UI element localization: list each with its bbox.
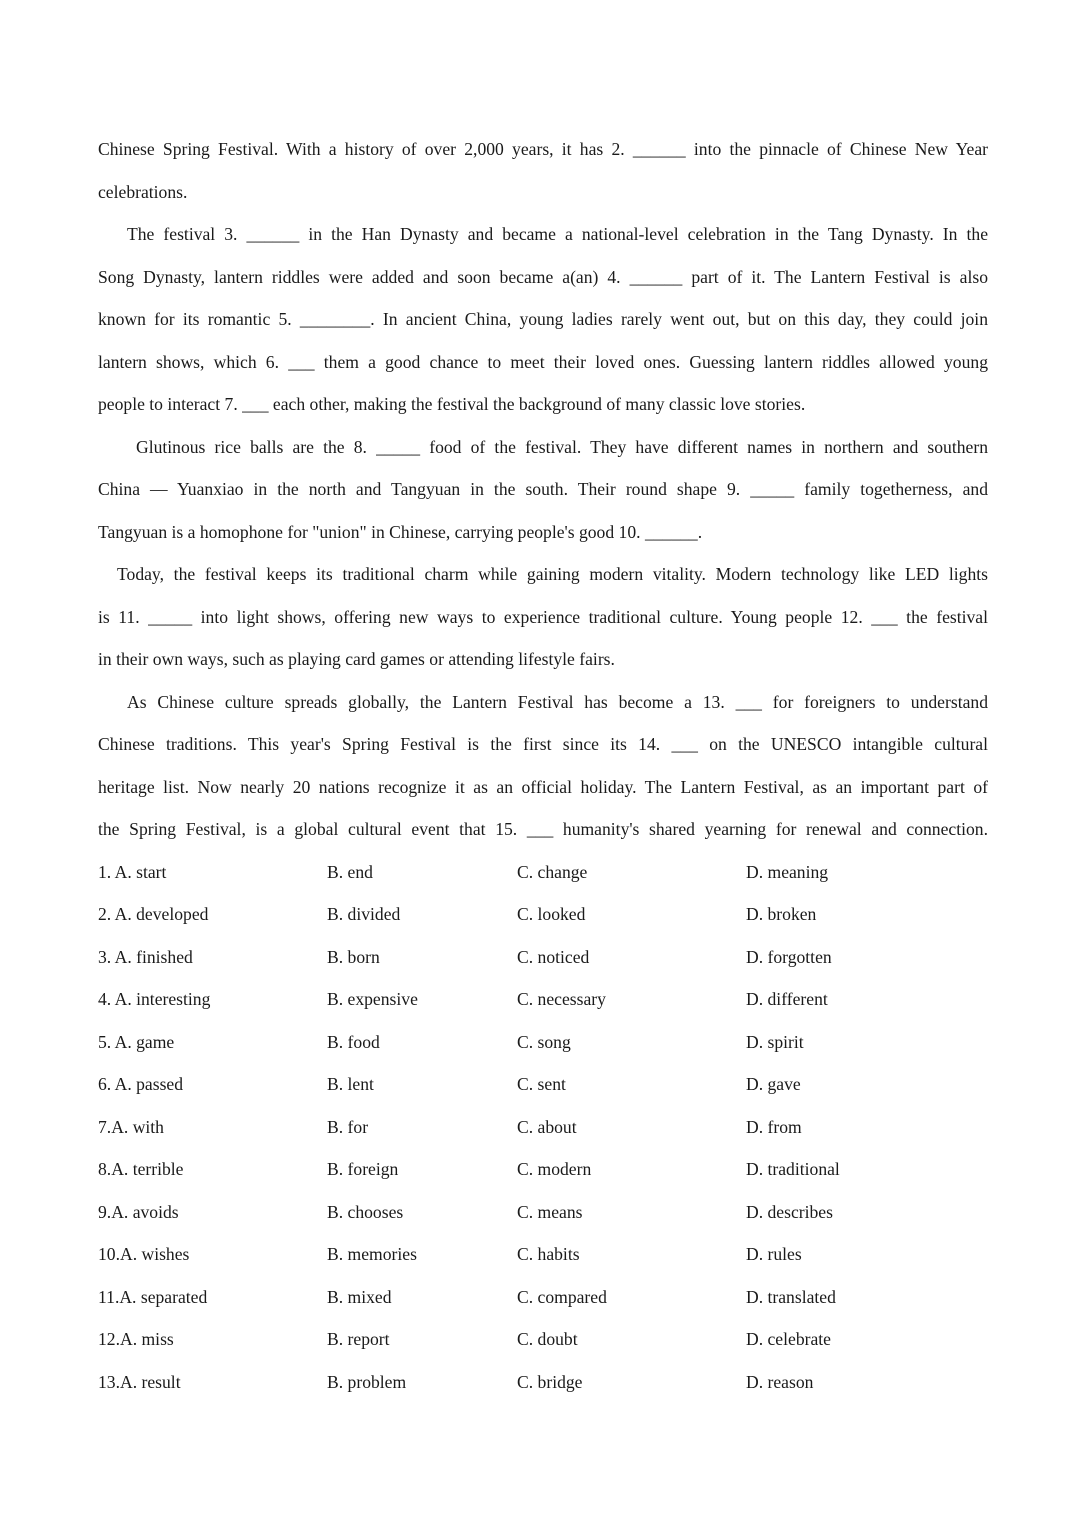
passage-line: As Chinese culture spreads globally, the Lantern Festival has become a 13. ___ for foreigners to understand bbox=[127, 691, 988, 712]
option-d: D. translated bbox=[746, 1286, 836, 1307]
option-b: B. divided bbox=[327, 904, 401, 924]
option-row bbox=[98, 1021, 988, 1064]
passage-line: The festival 3. ______ in the Han Dynasty and became a national-level celebration in the Tang Dynasty. In the bbox=[127, 224, 988, 244]
option-c: C. change bbox=[517, 861, 588, 882]
option-c: C. doubt bbox=[517, 1329, 578, 1349]
option-b: B. memories bbox=[327, 1244, 417, 1264]
passage-line: heritage list. Now nearly 20 nations recognize it as an official holiday. The Lantern Festival, as an important part of bbox=[98, 776, 988, 797]
option-d: D. meaning bbox=[746, 861, 829, 882]
document-page bbox=[98, 128, 988, 1403]
option-c: C. bridge bbox=[517, 1371, 583, 1392]
option-row bbox=[98, 936, 988, 979]
option-d: D. reason bbox=[746, 1371, 814, 1392]
option-c: C. looked bbox=[517, 904, 586, 924]
option-d: D. different bbox=[746, 989, 828, 1009]
option-d: D. spirit bbox=[746, 1031, 804, 1052]
option-row bbox=[98, 1148, 988, 1191]
option-a: 7.A. with bbox=[98, 1116, 164, 1137]
option-d: D. broken bbox=[746, 904, 817, 924]
passage-line: the Spring Festival, is a global cultural event that 15. ___ humanity's shared yearning for renewal and connection. bbox=[98, 819, 988, 839]
passage-line: Tangyuan is a homophone for "union" in Chinese, carrying people's good 10. ______. bbox=[98, 521, 703, 542]
passage-line: people to interact 7. ___ each other, making the festival the background of many classic love stories. bbox=[98, 394, 806, 414]
option-b: B. born bbox=[327, 946, 380, 967]
passage-line: celebrations. bbox=[98, 181, 188, 202]
option-a: 2. A. developed bbox=[98, 904, 209, 924]
option-b: B. problem bbox=[327, 1371, 407, 1392]
option-row bbox=[98, 851, 988, 894]
option-row bbox=[98, 1361, 988, 1404]
option-c: C. compared bbox=[517, 1286, 607, 1307]
option-row bbox=[98, 1276, 988, 1319]
option-b: B. lent bbox=[327, 1074, 374, 1094]
option-a: 1. A. start bbox=[98, 861, 167, 882]
option-a: 4. A. interesting bbox=[98, 989, 211, 1009]
option-row bbox=[98, 978, 988, 1021]
option-a: 10.A. wishes bbox=[98, 1244, 190, 1264]
option-row bbox=[98, 1233, 988, 1276]
option-row bbox=[98, 1106, 988, 1149]
option-b: B. expensive bbox=[327, 989, 418, 1009]
option-c: C. about bbox=[517, 1116, 577, 1137]
passage-line: is 11. _____ into light shows, offering new ways to experience traditional culture. Young people 12. ___ the festival bbox=[98, 606, 988, 627]
option-a: 6. A. passed bbox=[98, 1074, 184, 1094]
passage-line: in their own ways, such as playing card games or attending lifestyle fairs. bbox=[98, 649, 615, 669]
option-c: C. necessary bbox=[517, 989, 606, 1009]
option-b: B. food bbox=[327, 1031, 380, 1052]
passage-line: lantern shows, which 6. ___ them a good chance to meet their loved ones. Guessing lantern riddles allowed young bbox=[98, 351, 988, 372]
option-d: D. traditional bbox=[746, 1159, 840, 1179]
option-c: C. noticed bbox=[517, 946, 590, 967]
option-a: 3. A. finished bbox=[98, 946, 193, 967]
passage-line: Glutinous rice balls are the 8. _____ food of the festival. They have different names in northern and southern bbox=[136, 436, 988, 457]
passage-line: China — Yuanxiao in the north and Tangyuan in the south. Their round shape 9. _____ family togetherness, and bbox=[98, 479, 988, 499]
option-a: 12.A. miss bbox=[98, 1329, 174, 1349]
option-b: B. mixed bbox=[327, 1286, 392, 1307]
option-a: 13.A. result bbox=[98, 1371, 181, 1392]
passage-line: Chinese Spring Festival. With a history of over 2,000 years, it has 2. ______ into the pinnacle of Chinese New Year bbox=[98, 139, 988, 159]
passage-line: Today, the festival keeps its traditional charm while gaining modern vitality. Modern technology like LED lights bbox=[117, 564, 988, 584]
option-b: B. chooses bbox=[327, 1201, 404, 1222]
passage bbox=[98, 128, 988, 851]
passage-line: Song Dynasty, lantern riddles were added and soon became a(an) 4. ______ part of it. The Lantern Festival is also bbox=[98, 266, 988, 287]
option-d: D. rules bbox=[746, 1244, 802, 1264]
option-c: C. song bbox=[517, 1031, 571, 1052]
option-a: 5. A. game bbox=[98, 1031, 175, 1052]
option-row bbox=[98, 1318, 988, 1361]
option-row bbox=[98, 1191, 988, 1234]
option-a: 9.A. avoids bbox=[98, 1201, 179, 1222]
option-d: D. gave bbox=[746, 1074, 801, 1094]
option-b: B. for bbox=[327, 1116, 369, 1137]
option-a: 8.A. terrible bbox=[98, 1159, 184, 1179]
option-b: B. report bbox=[327, 1329, 390, 1349]
option-row bbox=[98, 893, 988, 936]
option-d: D. forgotten bbox=[746, 946, 832, 967]
option-b: B. foreign bbox=[327, 1159, 399, 1179]
option-d: D. describes bbox=[746, 1201, 833, 1222]
option-b: B. end bbox=[327, 861, 373, 882]
option-row bbox=[98, 1063, 988, 1106]
option-c: C. modern bbox=[517, 1159, 592, 1179]
option-c: C. sent bbox=[517, 1074, 566, 1094]
option-c: C. habits bbox=[517, 1244, 580, 1264]
option-c: C. means bbox=[517, 1201, 583, 1222]
passage-line: Chinese traditions. This year's Spring Festival is the first since its 14. ___ on the UNESCO intangible cultural bbox=[98, 734, 988, 754]
passage-line: known for its romantic 5. ________. In ancient China, young ladies rarely went out, but on this day, they could join bbox=[98, 309, 988, 329]
option-d: D. celebrate bbox=[746, 1329, 831, 1349]
option-a: 11.A. separated bbox=[98, 1286, 208, 1307]
answer-options bbox=[98, 851, 988, 1404]
option-d: D. from bbox=[746, 1116, 802, 1137]
